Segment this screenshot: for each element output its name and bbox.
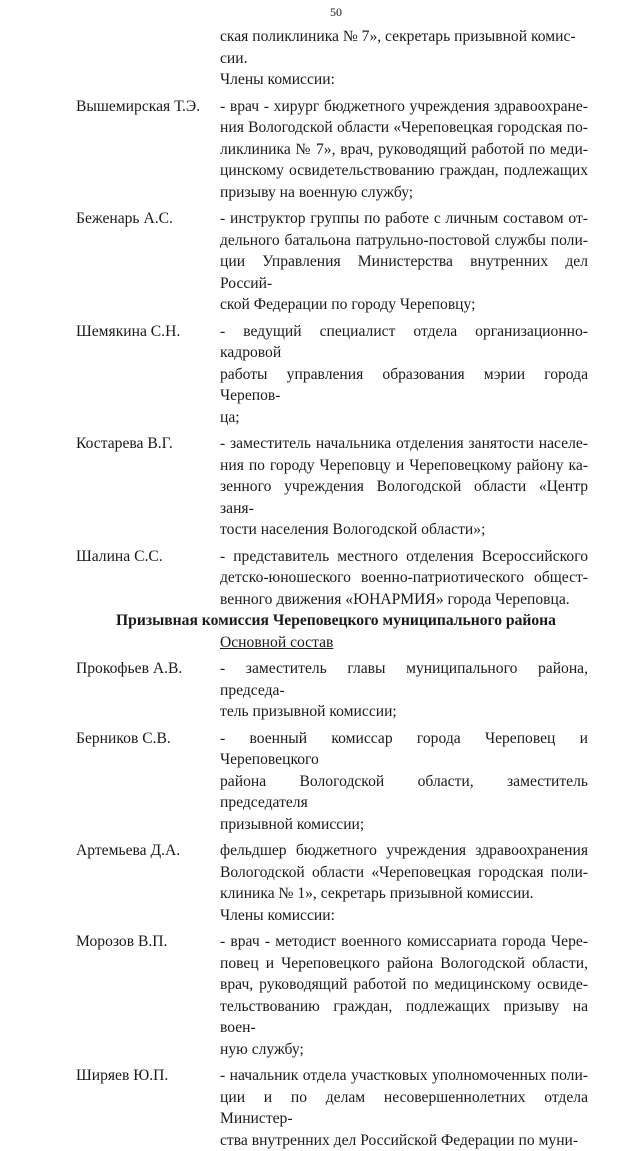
commission-member-entry (0, 96, 640, 204)
role-line: клиника № 1», секретарь призывной комиссии. (220, 883, 588, 905)
role-line: - ведущий специалист отдела организационно-кадровой (220, 321, 588, 364)
role-line: дельного батальона патрульно-постовой службы поли- (220, 230, 588, 252)
intro-line-1: ская поликлиника № 7», секретарь призывной комис- (220, 26, 588, 48)
role-line: работы управления образования мэрии города Черепов- (220, 364, 588, 407)
member-name: Беженарь А.С. (0, 208, 220, 316)
section2-main-entries (0, 653, 640, 905)
section2-heading: Призывная комиссия Череповецкого муниципального района (0, 610, 640, 632)
role-line: призывной комиссии; (220, 814, 588, 836)
role-line: ную службу; (220, 1039, 588, 1061)
role-line: тости населения Вологодской области»; (220, 519, 588, 541)
member-role (220, 728, 588, 836)
commission-member-entry (0, 728, 640, 836)
role-line: повец и Череповецкого района Вологодской области, (220, 953, 588, 975)
role-line: ции Управления Министерства внутренних дел Россий- (220, 251, 588, 294)
role-line: зенного учреждения Вологодской области «Центр заня- (220, 476, 588, 519)
role-line: Вологодской области «Череповецкая городская поли- (220, 862, 588, 884)
role-line: тель призывной комиссии; (220, 701, 588, 723)
member-name: Костарева В.Г. (0, 433, 220, 541)
member-role (220, 433, 588, 541)
role-line: ликлиника № 7», врач, руководящий работой по меди- (220, 139, 588, 161)
commission-member-entry (0, 840, 640, 905)
role-line: фельдшер бюджетного учреждения здравоохранения (220, 840, 588, 862)
role-line: ской Федерации по городу Череповцу; (220, 294, 588, 316)
role-line: - заместитель главы муниципального района, председа- (220, 658, 588, 701)
role-line: ции и по делам несовершеннолетних отдела Министер- (220, 1087, 588, 1130)
role-line: цинскому освидетельствованию граждан, подлежащих (220, 160, 588, 182)
member-name: Морозов В.П. (0, 931, 220, 1060)
role-line: ния Вологодской области «Череповецкая городская по- (220, 117, 588, 139)
role-line: ца; (220, 407, 588, 429)
intro-line-2: сии. (220, 48, 588, 70)
member-role (220, 1065, 588, 1151)
member-name: Вышемирская Т.Э. (0, 96, 220, 204)
role-line: призыву на военную службу; (220, 182, 588, 204)
commission-member-entry (0, 658, 640, 723)
page-number: 50 (0, 2, 640, 24)
member-role (220, 931, 588, 1060)
member-role (220, 840, 588, 905)
role-line: - начальник отдела участковых уполномоченных поли- (220, 1065, 588, 1087)
section1-entries (0, 91, 640, 611)
member-name: Шалина С.С. (0, 546, 220, 611)
main-composition-label: Основной состав (220, 632, 588, 654)
members-label-1: Члены комиссии: (220, 69, 588, 91)
section2-member-entries (0, 926, 640, 1151)
role-line: - военный комиссар города Череповец и Череповецкого (220, 728, 588, 771)
role-line: - представитель местного отделения Всероссийского (220, 546, 588, 568)
member-name: Артемьева Д.А. (0, 840, 220, 905)
document-body (0, 26, 640, 1151)
role-line: тельствованию граждан, подлежащих призыву на воен- (220, 996, 588, 1039)
commission-member-entry (0, 208, 640, 316)
role-line: врач, руководящий работой по медицинскому освиде- (220, 974, 588, 996)
member-name: Прокофьев А.В. (0, 658, 220, 723)
member-role (220, 321, 588, 429)
commission-member-entry (0, 546, 640, 611)
role-line: ства внутренних дел Российской Федерации по муни- (220, 1130, 588, 1151)
commission-member-entry (0, 1065, 640, 1151)
member-name: Берников С.В. (0, 728, 220, 836)
commission-member-entry (0, 433, 640, 541)
role-line: - врач - хирург бюджетного учреждения здравоохране- (220, 96, 588, 118)
member-role (220, 546, 588, 611)
role-line: ния по городу Череповцу и Череповецкому району ка- (220, 455, 588, 477)
members-label-2: Члены комиссии: (220, 905, 588, 927)
commission-member-entry (0, 931, 640, 1060)
role-line: - заместитель начальника отделения занятости населе- (220, 433, 588, 455)
commission-member-entry (0, 321, 640, 429)
member-role (220, 96, 588, 204)
role-line: детско-юношеского военно-патриотического общест- (220, 567, 588, 589)
member-name: Шемякина С.Н. (0, 321, 220, 429)
role-line: района Вологодской области, заместитель председателя (220, 771, 588, 814)
member-name: Ширяев Ю.П. (0, 1065, 220, 1151)
role-line: - инструктор группы по работе с личным составом от- (220, 208, 588, 230)
role-line: венного движения «ЮНАРМИЯ» города Череповца. (220, 589, 588, 611)
member-role (220, 658, 588, 723)
role-line: - врач - методист военного комиссариата города Чере- (220, 931, 588, 953)
member-role (220, 208, 588, 316)
